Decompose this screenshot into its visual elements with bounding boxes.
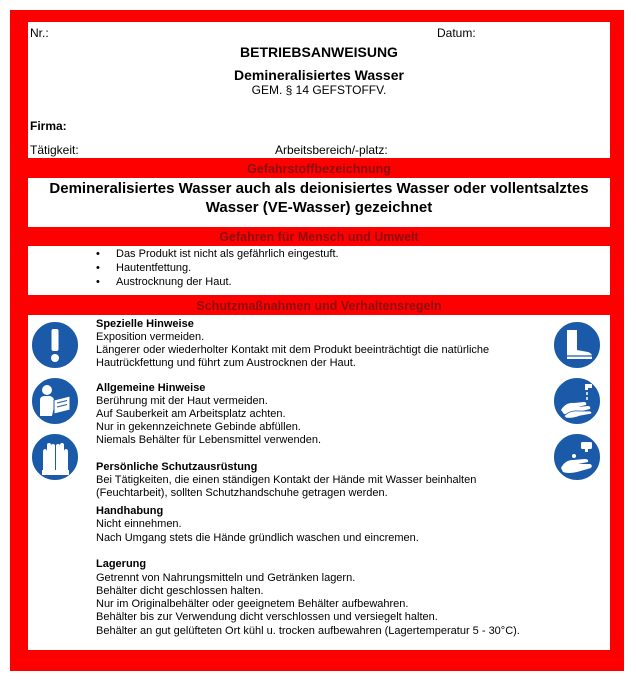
section-title: Gefahren für Mensch und Umwelt xyxy=(219,230,419,244)
nr-label: Nr.: xyxy=(30,26,49,40)
wash-hands-icon xyxy=(552,376,602,426)
storage-line: Nur im Originalbehälter oder geeignetem Behälter aufbewahren. xyxy=(96,598,409,610)
section-header-protection xyxy=(28,298,610,314)
wear-safety-boots-icon xyxy=(552,320,602,370)
general-mandatory-icon xyxy=(30,320,80,370)
special-notes-line: Längerer oder wiederholter Kontakt mit dem Produkt beeinträchtigt die natürliche xyxy=(96,344,490,356)
list-item: • Das Produkt ist nicht als gefährlich eingestuft. xyxy=(96,247,339,261)
ppe-line: (Feuchtarbeit), sollten Schutzhandschuhe getragen werden. xyxy=(96,487,388,499)
use-hand-cream-icon xyxy=(552,432,602,482)
read-instructions-icon xyxy=(30,376,80,426)
general-notes-line: Auf Sauberkeit am Arbeitsplatz achten. xyxy=(96,408,286,420)
section-header-hazards xyxy=(28,229,610,245)
list-item: • Austrocknung der Haut. xyxy=(96,275,339,289)
general-notes-heading: Allgemeine Hinweise xyxy=(96,382,206,394)
storage-line: Getrennt von Nahrungsmitteln und Getränken lagern. xyxy=(96,572,356,584)
storage-line: Behälter dicht geschlossen halten. xyxy=(96,585,264,597)
list-item: • Hautentfettung. xyxy=(96,261,339,275)
special-notes-heading: Spezielle Hinweise xyxy=(96,318,194,330)
wear-gloves-icon xyxy=(30,432,80,482)
ppe-line: Bei Tätigkeiten, die einen ständigen Kontakt der Hände mit Wasser beinhalten xyxy=(96,474,477,486)
company-label: Firma: xyxy=(30,119,67,133)
workplace-label: Arbeitsbereich/-platz: xyxy=(275,143,388,157)
general-notes-line: Berührung mit der Haut vermeiden. xyxy=(96,395,268,407)
section-title: Schutzmaßnahmen und Verhaltensregeln xyxy=(196,299,442,313)
handling-line: Nicht einnehmen. xyxy=(96,518,182,530)
document-title: BETRIEBSANWEISUNG xyxy=(240,44,398,60)
general-notes-line: Niemals Behälter für Lebensmittel verwenden. xyxy=(96,434,322,446)
handling-line: Nach Umgang stets die Hände gründlich waschen und eincremen. xyxy=(96,532,419,544)
activity-label: Tätigkeit: xyxy=(30,143,79,157)
general-notes-line: Nur in gekennzeichnete Gebinde abfüllen. xyxy=(96,421,301,433)
substance-description-line-2: Wasser (VE-Wasser) gezeichnet xyxy=(205,199,433,216)
special-notes-line: Exposition vermeiden. xyxy=(96,331,205,343)
substance-name: Demineralisiertes Wasser xyxy=(234,67,404,83)
special-notes-line: Hautrückfettung und führt zum Austrocknen der Haut. xyxy=(96,357,356,369)
ppe-heading: Persönliche Schutzausrüstung xyxy=(96,461,258,473)
storage-line: Behälter bis zur Verwendung dicht verschlossen und versiegelt halten. xyxy=(96,611,438,623)
substance-description-line-1: Demineralisiertes Wasser auch als deionisiertes Wasser oder vollentsalztes xyxy=(49,180,589,197)
section-header-hazard-substance xyxy=(28,161,610,177)
hazards-list xyxy=(96,247,339,289)
storage-line: Behälter an gut gelüfteten Ort kühl u. trocken aufbewahren (Lagertemperatur 5 - 30°C). xyxy=(96,625,520,637)
date-label: Datum: xyxy=(437,26,476,40)
storage-heading: Lagerung xyxy=(96,558,147,570)
law-reference: GEM. § 14 GEFSTOFFV. xyxy=(251,83,387,97)
section-title: Gefahrstoffbezeichnung xyxy=(247,162,391,176)
handling-heading: Handhabung xyxy=(96,505,164,517)
